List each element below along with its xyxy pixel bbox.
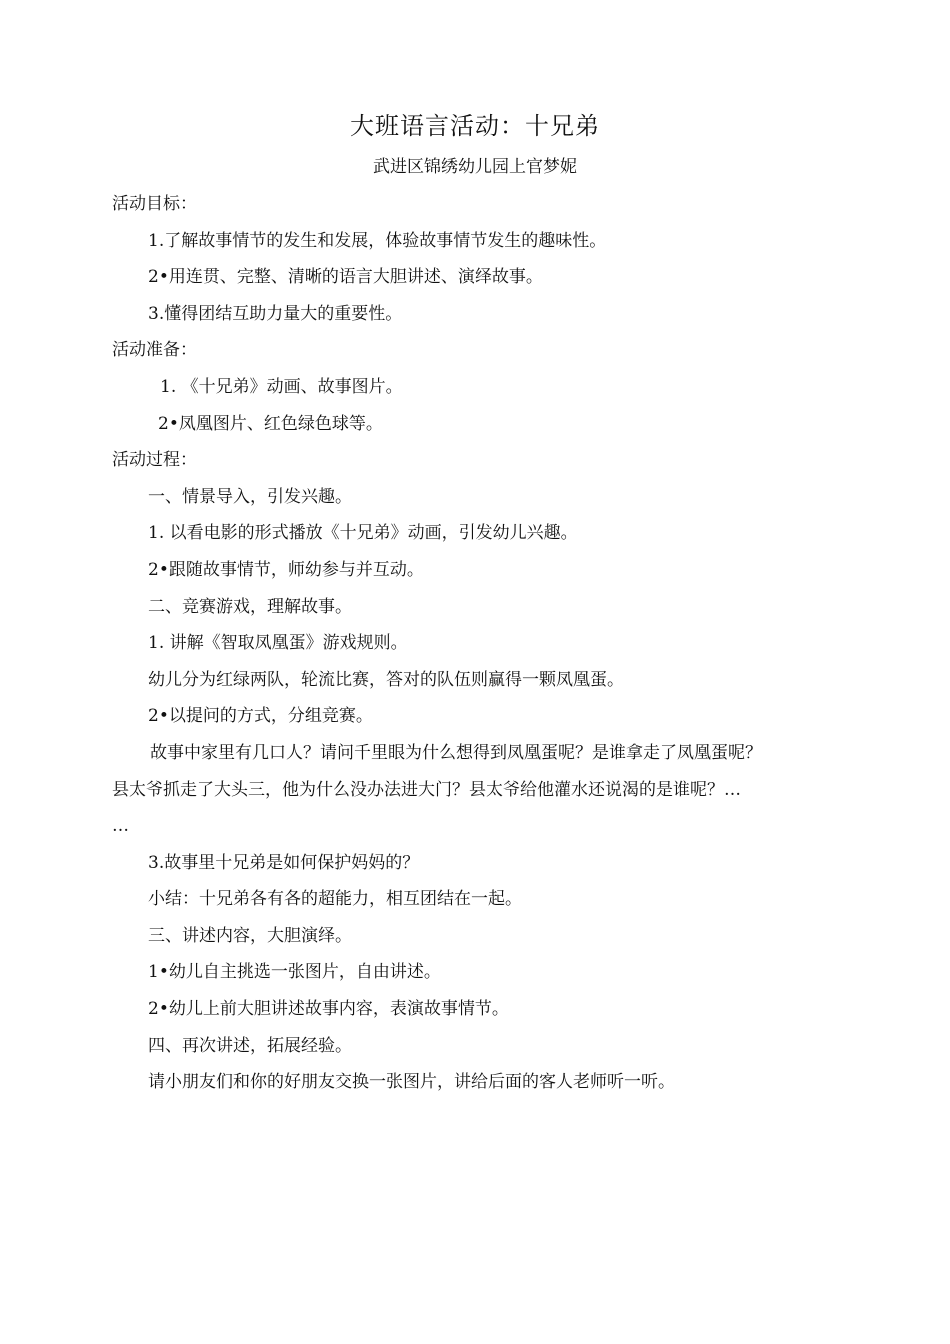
document-body: [112, 186, 842, 1101]
goal-item-3: 3.懂得团结互助力量大的重要性。: [148, 303, 403, 324]
step-item-3-1: 1•幼儿自主挑选一张图片，自由讲述。: [148, 962, 441, 983]
step-item-2-1: 1. 讲解《智取凤凰蛋》游戏规则。: [148, 633, 408, 654]
step-item-1-2: 2•跟随故事情节，师幼参与并互动。: [148, 559, 424, 580]
questions-line-1: 故事中家里有几口人？请问千里眼为什么想得到凤凰蛋呢？是谁拿走了凤凰蛋呢？: [150, 742, 762, 763]
step-item-3-2: 2•幼儿上前大胆讲述故事内容，表演故事情节。: [148, 999, 509, 1020]
document-author: 武进区锦绣幼儿园上官梦妮: [373, 157, 577, 177]
goal-item-2: 2•用连贯、完整、清晰的语言大胆讲述、演绎故事。: [148, 267, 543, 288]
step-title-1: 一、情景导入，引发兴趣。: [148, 486, 352, 507]
goal-item-1: 1.了解故事情节的发生和发展，体验故事情节发生的趣味性。: [148, 230, 607, 251]
step-item-2-3: 3.故事里十兄弟是如何保护妈妈的？: [148, 852, 420, 873]
step-title-3: 三、讲述内容，大胆演绎。: [148, 925, 352, 946]
step-2-summary: 小结：十兄弟各有各的超能力，相互团结在一起。: [148, 889, 522, 910]
step-item-2-1-detail: 幼儿分为红绿两队，轮流比赛，答对的队伍则赢得一颗凤凰蛋。: [148, 669, 624, 690]
step-title-4: 四、再次讲述，拓展经验。: [148, 1035, 352, 1056]
questions-line-2: 县太爷抓走了大头三，他为什么没办法进大门？县太爷给他灌水还说渴的是谁呢？…: [112, 779, 741, 800]
prep-item-2: 2•凤凰图片、红色绿色球等。: [158, 413, 383, 434]
section-heading-goals: 活动目标：: [112, 194, 197, 214]
section-heading-process: 活动过程：: [112, 450, 197, 471]
step-item-2-2: 2•以提问的方式，分组竞赛。: [148, 706, 373, 727]
document-title: 大班语言活动：十兄弟: [350, 112, 600, 140]
prep-item-1: 1. 《十兄弟》动画、故事图片。: [160, 376, 403, 397]
step-item-1-1: 1. 以看电影的形式播放《十兄弟》动画，引发幼儿兴趣。: [148, 523, 578, 544]
step-item-4-1: 请小朋友们和你的好朋友交换一张图片，讲给后面的客人老师听一听。: [148, 1072, 675, 1093]
section-heading-preparation: 活动准备：: [112, 340, 197, 361]
questions-line-3: …: [112, 816, 129, 837]
step-title-2: 二、竞赛游戏，理解故事。: [148, 596, 352, 617]
